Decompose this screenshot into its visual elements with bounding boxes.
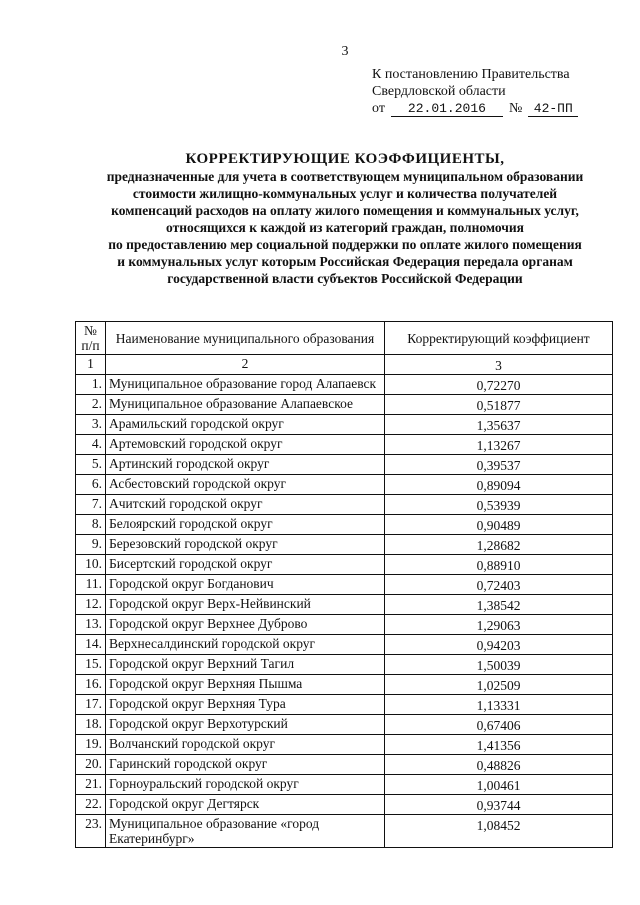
coefficient-value: 1,41356: [385, 735, 613, 755]
index-cell: 3: [385, 355, 613, 375]
reference-line-1: К постановлению Правительства: [372, 67, 570, 82]
table-row: [76, 715, 613, 735]
municipality-name: Городской округ Верх-Нейвинский: [106, 595, 385, 615]
coefficient-value: 0,94203: [385, 635, 613, 655]
page-number: 3: [341, 44, 349, 59]
row-number: 2.: [76, 395, 106, 415]
coefficient-value: 0,51877: [385, 395, 613, 415]
coefficient-value: 1,13331: [385, 695, 613, 715]
coefficient-value: 1,50039: [385, 655, 613, 675]
coefficient-value: 1,35637: [385, 415, 613, 435]
table-row: [76, 755, 613, 775]
coefficient-value: 0,39537: [385, 455, 613, 475]
municipality-name: Волчанский городской округ: [106, 735, 385, 755]
decree-number: 42-ПП: [528, 102, 578, 117]
row-number: 8.: [76, 515, 106, 535]
row-number: 1.: [76, 375, 106, 395]
row-number: 3.: [76, 415, 106, 435]
table-row: [76, 575, 613, 595]
municipality-name: Городской округ Верхняя Тура: [106, 695, 385, 715]
municipality-name: Арамильский городской округ: [106, 415, 385, 435]
coefficient-value: 1,08452: [385, 815, 613, 848]
table-row: [76, 595, 613, 615]
table-index-row: [76, 355, 613, 375]
table-row: [76, 655, 613, 675]
row-number: 20.: [76, 755, 106, 775]
row-number: 17.: [76, 695, 106, 715]
table-row: [76, 415, 613, 435]
index-cell: 1: [76, 355, 106, 375]
header-num: № п/п: [76, 322, 106, 355]
table-row: [76, 435, 613, 455]
table-row: [76, 695, 613, 715]
municipality-name: Городской округ Верхнее Дуброво: [106, 615, 385, 635]
municipality-name: Городской округ Верхотурский: [106, 715, 385, 735]
row-number: 7.: [76, 495, 106, 515]
municipality-name: Городской округ Верхний Тагил: [106, 655, 385, 675]
row-number: 6.: [76, 475, 106, 495]
table-row: [76, 395, 613, 415]
table-row: [76, 775, 613, 795]
municipality-name: Ачитский городской округ: [106, 495, 385, 515]
row-number: 13.: [76, 615, 106, 635]
coefficient-value: 0,88910: [385, 555, 613, 575]
reference-line-2: Свердловской области: [372, 84, 506, 99]
coefficient-value: 1,38542: [385, 595, 613, 615]
table-row: [76, 515, 613, 535]
title-line: и коммунальных услуг которым Российская Федерация передала органам: [117, 254, 573, 269]
decree-date: 22.01.2016: [391, 102, 503, 117]
row-number: 22.: [76, 795, 106, 815]
municipality-name: Гаринский городской округ: [106, 755, 385, 775]
row-number: 9.: [76, 535, 106, 555]
coefficient-value: 0,89094: [385, 475, 613, 495]
reference-date-line: [372, 100, 622, 117]
table-row: [76, 795, 613, 815]
index-cell: 2: [106, 355, 385, 375]
from-label: от: [372, 101, 385, 116]
municipality-name: Артинский городской округ: [106, 455, 385, 475]
municipality-name: Березовский городской округ: [106, 535, 385, 555]
municipality-name: Артемовский городской округ: [106, 435, 385, 455]
coefficient-value: 1,13267: [385, 435, 613, 455]
title-heading: КОРРЕКТИРУЮЩИЕ КОЭФФИЦИЕНТЫ,: [185, 151, 505, 167]
coefficient-value: 1,02509: [385, 675, 613, 695]
row-number: 11.: [76, 575, 106, 595]
coefficient-value: 0,72403: [385, 575, 613, 595]
document-title: [60, 150, 630, 287]
coefficient-value: 0,53939: [385, 495, 613, 515]
title-line: государственной власти субъектов Российской Федерации: [167, 271, 523, 286]
table-row: [76, 535, 613, 555]
coefficient-value: 1,29063: [385, 615, 613, 635]
title-line: стоимости жилищно-коммунальных услуг и количества получателей: [132, 186, 558, 201]
coefficients-table: [75, 321, 613, 848]
coefficient-value: 1,00461: [385, 775, 613, 795]
row-number: 16.: [76, 675, 106, 695]
municipality-name: Муниципальное образование «город Екатеринбург»: [106, 815, 385, 848]
row-number: 19.: [76, 735, 106, 755]
number-label: №: [508, 101, 523, 116]
municipality-name: Белоярский городской округ: [106, 515, 385, 535]
table-header-row: [76, 322, 613, 355]
header-name: Наименование муниципального образования: [106, 322, 385, 355]
table-row: [76, 375, 613, 395]
title-line: компенсаций расходов на оплату жилого помещения и коммунальных услуг,: [111, 203, 579, 218]
coefficient-value: 0,72270: [385, 375, 613, 395]
coefficient-value: 0,48826: [385, 755, 613, 775]
row-number: 21.: [76, 775, 106, 795]
title-line: по предоставлению мер социальной поддержки по оплате жилого помещения: [108, 237, 582, 252]
municipality-name: Муниципальное образование город Алапаевск: [106, 375, 385, 395]
table-row: [76, 455, 613, 475]
municipality-name: Бисертский городской округ: [106, 555, 385, 575]
document-reference: [372, 66, 622, 117]
municipality-name: Горноуральский городской округ: [106, 775, 385, 795]
municipality-name: Муниципальное образование Алапаевское: [106, 395, 385, 415]
coefficient-value: 0,67406: [385, 715, 613, 735]
table-row: [76, 495, 613, 515]
municipality-name: Городской округ Верхняя Пышма: [106, 675, 385, 695]
municipality-name: Асбестовский городской округ: [106, 475, 385, 495]
municipality-name: Верхнесалдинский городской округ: [106, 635, 385, 655]
table-row: [76, 475, 613, 495]
row-number: 18.: [76, 715, 106, 735]
row-number: 14.: [76, 635, 106, 655]
row-number: 5.: [76, 455, 106, 475]
title-line: относящихся к каждой из категорий граждан, полномочия: [166, 220, 524, 235]
table-row: [76, 635, 613, 655]
coefficient-value: 1,28682: [385, 535, 613, 555]
row-number: 15.: [76, 655, 106, 675]
municipality-name: Городской округ Богданович: [106, 575, 385, 595]
header-coef: Корректирующий коэффициент: [385, 322, 613, 355]
row-number: 4.: [76, 435, 106, 455]
title-line: предназначенные для учета в соответствующем муниципальном образовании: [106, 169, 584, 184]
row-number: 12.: [76, 595, 106, 615]
table-row: [76, 815, 613, 848]
table-row: [76, 735, 613, 755]
table-row: [76, 675, 613, 695]
table-row: [76, 555, 613, 575]
row-number: 10.: [76, 555, 106, 575]
coefficient-value: 0,93744: [385, 795, 613, 815]
municipality-name: Городской округ Дегтярск: [106, 795, 385, 815]
table-row: [76, 615, 613, 635]
row-number: 23.: [76, 815, 106, 848]
coefficient-value: 0,90489: [385, 515, 613, 535]
